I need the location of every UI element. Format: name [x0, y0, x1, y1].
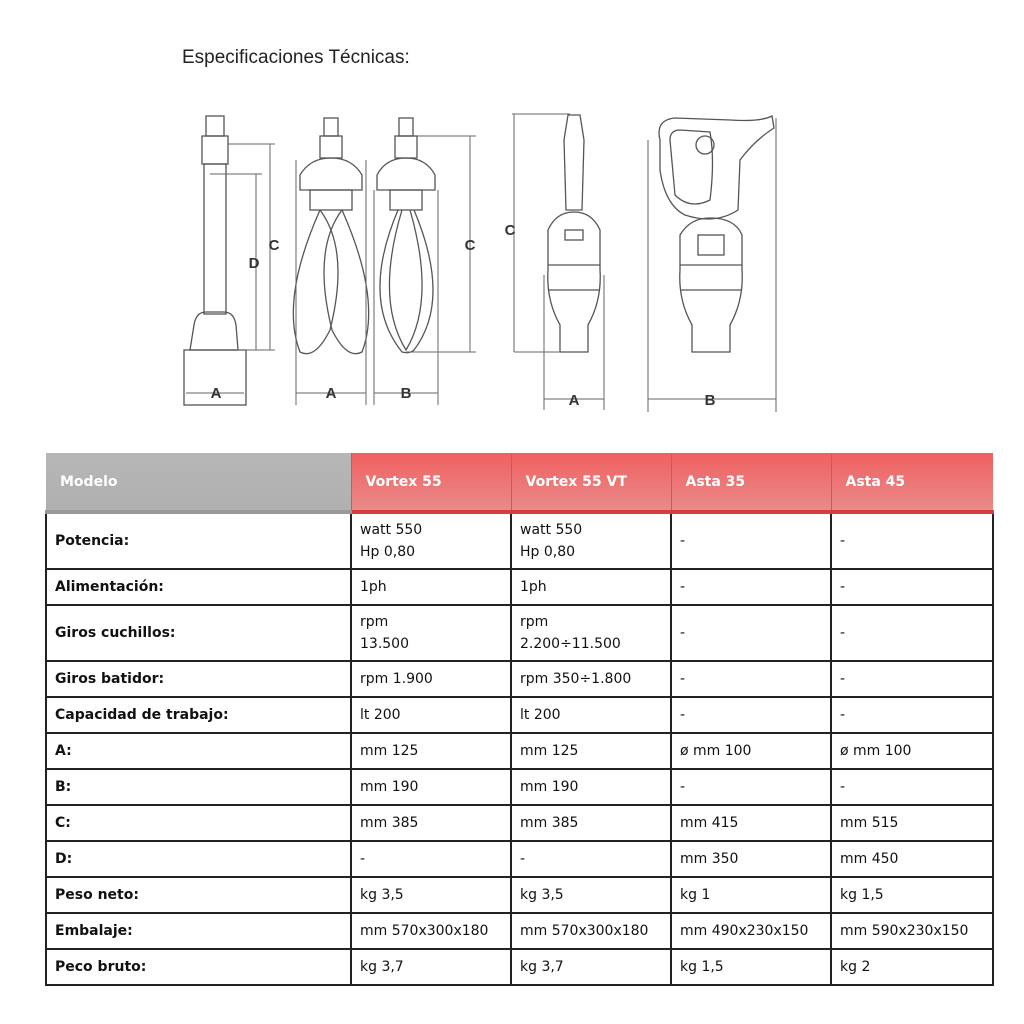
- table-cell: [671, 569, 831, 605]
- row-label: Giros batidor:: [46, 661, 351, 697]
- cell-line: mm 450: [840, 851, 899, 867]
- motor-drawing-side: [648, 116, 776, 412]
- cell-line: 1ph: [360, 579, 387, 595]
- cell-line: rpm: [520, 614, 549, 630]
- cell-line: -: [840, 671, 846, 687]
- table-cell: [671, 841, 831, 877]
- table-cell: [671, 877, 831, 913]
- whisk-drawing-side: [374, 118, 476, 405]
- table-cell: [831, 949, 993, 985]
- header-asta-45: Asta 45: [831, 453, 993, 512]
- cell-line: kg 1,5: [680, 959, 724, 975]
- table-cell: [351, 733, 511, 769]
- table-cell: [671, 733, 831, 769]
- table-row: [46, 512, 993, 569]
- cell-line: kg 3,7: [520, 959, 564, 975]
- table-cell: [671, 913, 831, 949]
- cell-line: mm 385: [520, 815, 579, 831]
- table-cell: [351, 841, 511, 877]
- cell-line: mm 590x230x150: [840, 923, 969, 939]
- cell-line: mm 490x230x150: [680, 923, 809, 939]
- table-cell: [351, 605, 511, 661]
- cell-line: mm 125: [520, 743, 579, 759]
- cell-line: mm 515: [840, 815, 899, 831]
- table-cell: [511, 913, 671, 949]
- table-cell: [671, 605, 831, 661]
- table-cell: [671, 949, 831, 985]
- dim-label-a: A: [210, 385, 222, 402]
- cell-line: rpm: [360, 614, 389, 630]
- table-cell: [351, 805, 511, 841]
- table-cell: [351, 913, 511, 949]
- cell-line: mm 385: [360, 815, 419, 831]
- header-vortex-55-vt: Vortex 55 VT: [511, 453, 671, 512]
- cell-line: ø mm 100: [840, 743, 912, 759]
- table-row: [46, 697, 993, 733]
- dim-label-b: B: [400, 385, 412, 402]
- cell-line: mm 570x300x180: [360, 923, 489, 939]
- row-label: Potencia:: [46, 512, 351, 569]
- table-cell: [511, 805, 671, 841]
- header-asta-35: Asta 35: [671, 453, 831, 512]
- cell-line: lt 200: [520, 707, 561, 723]
- row-label: Capacidad de trabajo:: [46, 697, 351, 733]
- table-cell: [671, 512, 831, 569]
- table-cell: [511, 733, 671, 769]
- table-row: [46, 841, 993, 877]
- cell-line: watt 550: [520, 522, 583, 538]
- cell-line: kg 3,7: [360, 959, 404, 975]
- cell-line: -: [680, 533, 686, 549]
- dim-label-c: C: [464, 237, 476, 254]
- cell-line: -: [680, 625, 686, 641]
- table-cell: [511, 569, 671, 605]
- specifications-table: [45, 453, 994, 986]
- table-cell: [511, 841, 671, 877]
- dim-label-a: A: [568, 392, 580, 409]
- table-header-row: [46, 453, 993, 512]
- table-row: [46, 949, 993, 985]
- cell-line: kg 2: [840, 959, 871, 975]
- cell-line: 1ph: [520, 579, 547, 595]
- cell-line: mm 350: [680, 851, 739, 867]
- header-vortex-55: Vortex 55: [351, 453, 511, 512]
- cell-line: -: [840, 579, 846, 595]
- table-row: [46, 569, 993, 605]
- cell-line: kg 1,5: [840, 887, 884, 903]
- page-title: Especificaciones Técnicas:: [182, 47, 410, 68]
- cell-line: mm 190: [360, 779, 419, 795]
- cell-line: -: [680, 779, 686, 795]
- table-row: [46, 605, 993, 661]
- table-cell: [831, 877, 993, 913]
- header-modelo: Modelo: [46, 453, 351, 512]
- table-cell: [511, 769, 671, 805]
- table-row: [46, 769, 993, 805]
- cell-line: -: [680, 579, 686, 595]
- table-cell: [671, 805, 831, 841]
- table-cell: [831, 605, 993, 661]
- dim-label-b: B: [704, 392, 716, 409]
- table-cell: [511, 605, 671, 661]
- cell-line: -: [840, 779, 846, 795]
- cell-line: 2.200÷11.500: [520, 636, 621, 652]
- table-cell: [351, 512, 511, 569]
- motor-drawing-front: [505, 114, 604, 410]
- dim-label-c: C: [268, 237, 280, 254]
- table-cell: [831, 733, 993, 769]
- table-cell: [831, 769, 993, 805]
- cell-line: rpm 350÷1.800: [520, 671, 632, 687]
- table-cell: [351, 769, 511, 805]
- table-cell: [671, 769, 831, 805]
- table-row: [46, 733, 993, 769]
- table-cell: [831, 841, 993, 877]
- cell-line: kg 3,5: [360, 887, 404, 903]
- row-label: Peco bruto:: [46, 949, 351, 985]
- cell-line: -: [680, 671, 686, 687]
- table-cell: [511, 877, 671, 913]
- cell-line: 13.500: [360, 636, 409, 652]
- cell-line: -: [520, 851, 526, 867]
- table-cell: [351, 877, 511, 913]
- row-label: C:: [46, 805, 351, 841]
- table-cell: [351, 569, 511, 605]
- table-cell: [511, 661, 671, 697]
- technical-drawing: [170, 100, 790, 420]
- cell-line: Hp 0,80: [520, 544, 576, 560]
- cell-line: watt 550: [360, 522, 423, 538]
- whisk-drawing-front: [293, 118, 368, 405]
- row-label: A:: [46, 733, 351, 769]
- table-row: [46, 877, 993, 913]
- table-cell: [831, 512, 993, 569]
- table-row: [46, 805, 993, 841]
- shaft-drawing: [184, 116, 280, 405]
- cell-line: kg 1: [680, 887, 711, 903]
- table-row: [46, 661, 993, 697]
- cell-line: Hp 0,80: [360, 544, 416, 560]
- row-label: Peso neto:: [46, 877, 351, 913]
- table-row: [46, 913, 993, 949]
- cell-line: lt 200: [360, 707, 401, 723]
- row-label: B:: [46, 769, 351, 805]
- dim-label-a: A: [325, 385, 337, 402]
- cell-line: -: [360, 851, 366, 867]
- table-cell: [831, 697, 993, 733]
- cell-line: mm 570x300x180: [520, 923, 649, 939]
- table-cell: [511, 949, 671, 985]
- cell-line: kg 3,5: [520, 887, 564, 903]
- table-cell: [671, 697, 831, 733]
- cell-line: mm 125: [360, 743, 419, 759]
- table-cell: [511, 697, 671, 733]
- table-cell: [511, 512, 671, 569]
- cell-line: mm 415: [680, 815, 739, 831]
- table-cell: [831, 661, 993, 697]
- row-label: Embalaje:: [46, 913, 351, 949]
- cell-line: -: [680, 707, 686, 723]
- cell-line: -: [840, 625, 846, 641]
- table-cell: [831, 913, 993, 949]
- table-cell: [351, 697, 511, 733]
- cell-line: -: [840, 533, 846, 549]
- table-cell: [671, 661, 831, 697]
- cell-line: ø mm 100: [680, 743, 752, 759]
- table-cell: [351, 661, 511, 697]
- cell-line: rpm 1.900: [360, 671, 433, 687]
- table-cell: [831, 569, 993, 605]
- dim-label-d: D: [248, 255, 260, 272]
- row-label: D:: [46, 841, 351, 877]
- row-label: Alimentación:: [46, 569, 351, 605]
- dim-label-c: C: [504, 222, 516, 239]
- row-label: Giros cuchillos:: [46, 605, 351, 661]
- cell-line: mm 190: [520, 779, 579, 795]
- cell-line: -: [840, 707, 846, 723]
- table-cell: [351, 949, 511, 985]
- table-cell: [831, 805, 993, 841]
